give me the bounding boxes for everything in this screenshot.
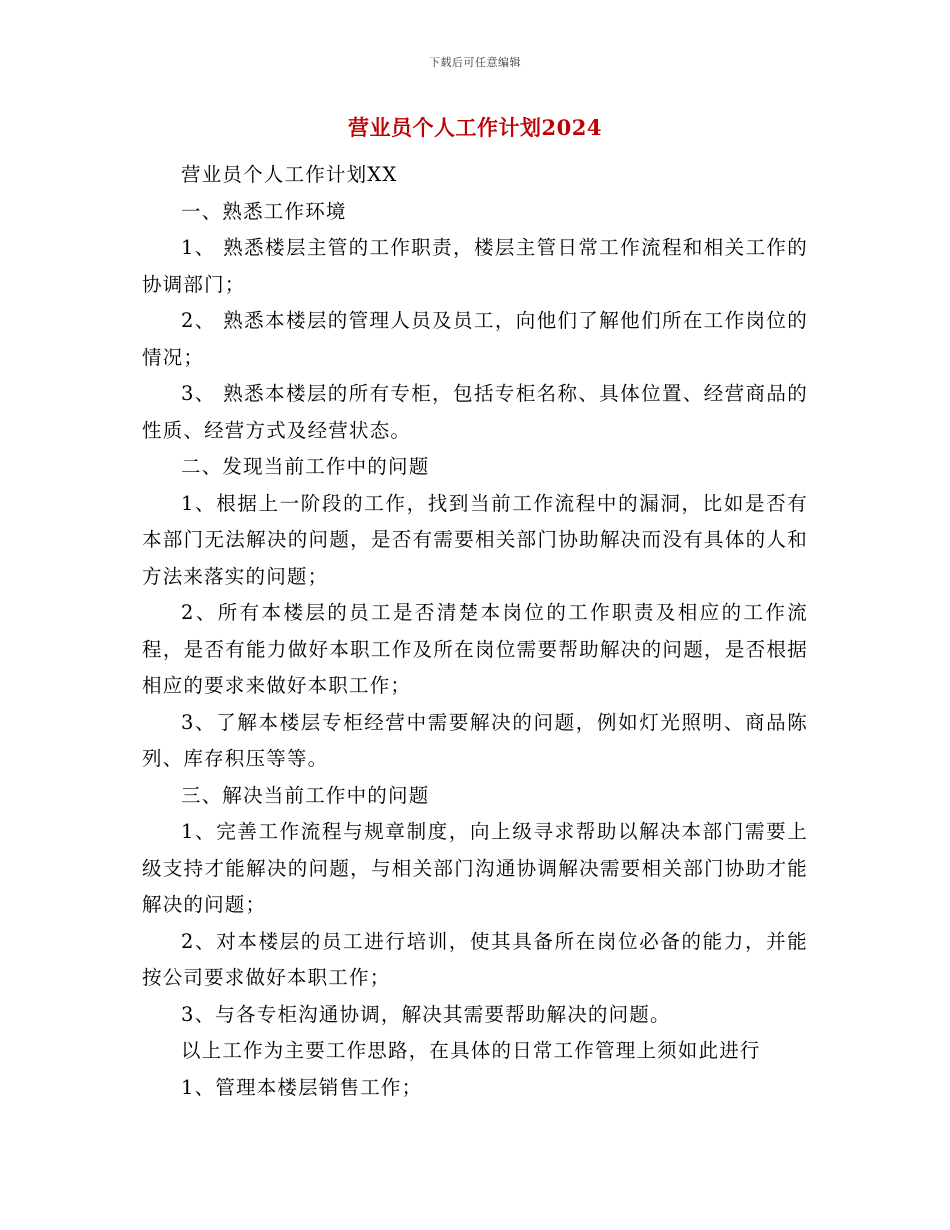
paragraph: 1、 熟悉楼层主管的工作职责，楼层主管日常工作流程和相关工作的协调部门； — [142, 236, 808, 296]
paragraph: 2、 熟悉本楼层的管理人员及员工，向他们了解他们所在工作岗位的情况； — [142, 309, 808, 369]
section-heading: 一、熟悉工作环境 — [181, 199, 347, 223]
document-body — [142, 157, 808, 1106]
paragraph: 以上工作为主要工作思路，在具体的日常工作管理上须如此进行 — [181, 1039, 761, 1062]
header-note: 下载后可任意编辑 — [429, 56, 521, 69]
paragraph: 1、完善工作流程与规章制度，向上级寻求帮助以解决本部门需要上级支持才能解决的问题，与相关部门沟通协调解决需要相关部门协助才能解决的问题； — [142, 820, 808, 916]
paragraph: 3、 熟悉本楼层的所有专柜，包括专柜名称、具体位置、经营商品的性质、经营方式及经营状态。 — [142, 382, 808, 442]
section-heading: 二、发现当前工作中的问题 — [181, 455, 430, 478]
document-title: 营业员个人工作计划2024 — [348, 115, 602, 140]
paragraph: 1、根据上一阶段的工作，找到当前工作流程中的漏洞，比如是否有本部门无法解决的问题，是否有需要相关部门协助解决而没有具体的人和方法来落实的问题； — [142, 491, 808, 588]
section-heading: 三、解决当前工作中的问题 — [181, 783, 430, 807]
paragraph: 营业员个人工作计划XX — [181, 163, 398, 186]
paragraph: 2、对本楼层的员工进行培训，使其具备所在岗位必备的能力，并能按公司要求做好本职工作； — [142, 929, 808, 989]
paragraph: 2、所有本楼层的员工是否清楚本岗位的工作职责及相应的工作流程，是否有能力做好本职工作及所在岗位需要帮助解决的问题，是否根据相应的要求来做好本职工作； — [142, 601, 808, 697]
paragraph: 3、与各专柜沟通协调，解决其需要帮助解决的问题。 — [181, 1002, 671, 1026]
paragraph: 3、了解本楼层专柜经营中需要解决的问题，例如灯光照明、商品陈列、库存积压等等。 — [142, 710, 808, 770]
paragraph: 1、管理本楼层销售工作； — [181, 1075, 423, 1099]
